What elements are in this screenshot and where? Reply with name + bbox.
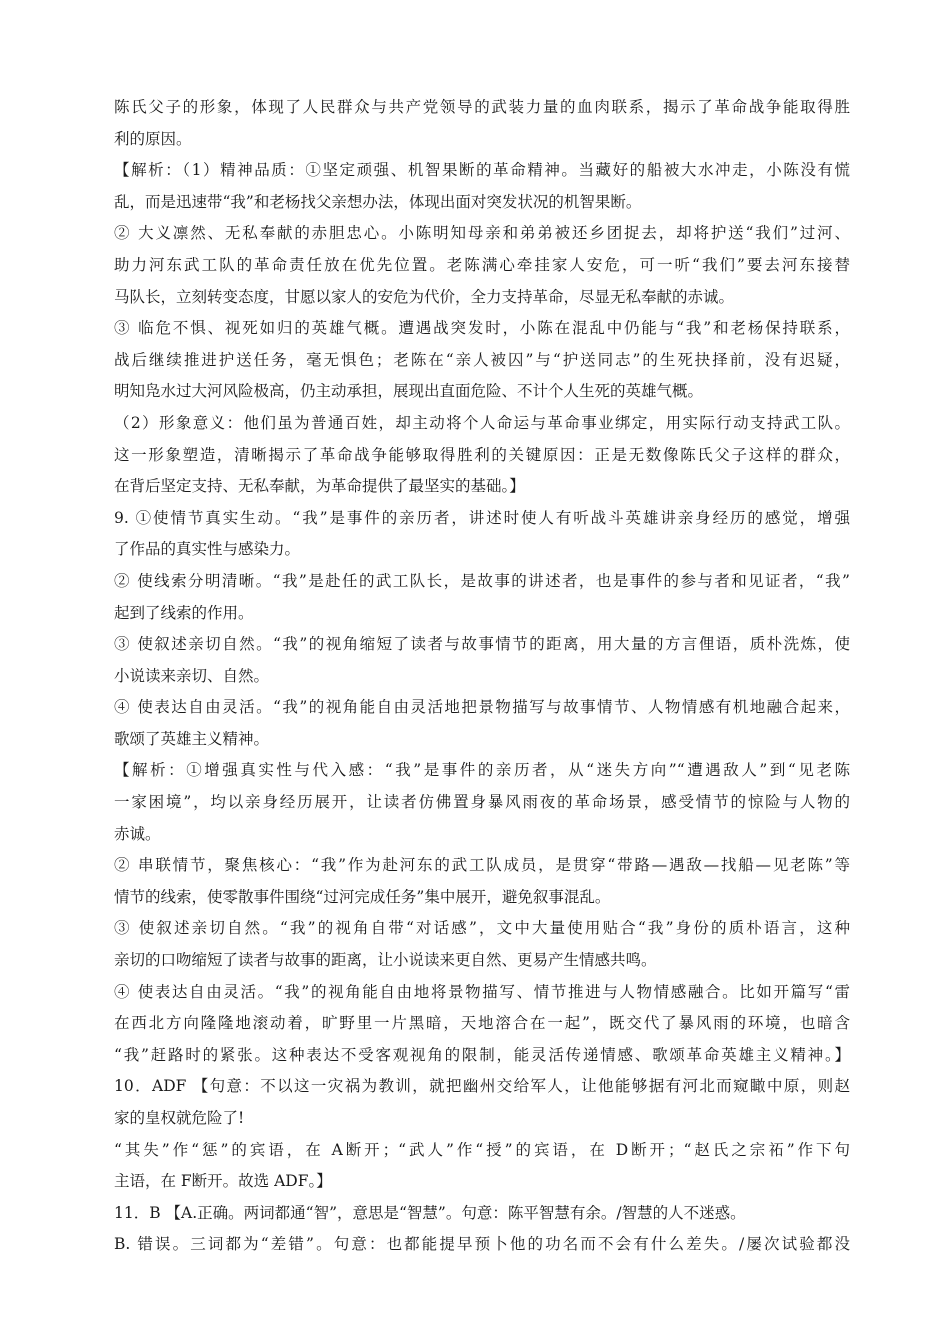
text-line: 一家困境”，均以亲身经历展开，让读者仿佛置身暴风雨夜的革命场景，感受情节的惊险与人物的 bbox=[114, 793, 850, 812]
text-line: 赤诚。 bbox=[114, 824, 161, 843]
text-line: 陈氏父子的形象，体现了人民群众与共产党领导的武装力量的血肉联系，揭示了革命战争能取得胜 bbox=[114, 98, 850, 116]
text-line: 11．B 【A.正确。两词都通“智”，意思是“智慧”。句意：陈平智慧有余。/智慧的人不迷惑。 bbox=[114, 1203, 746, 1222]
text-line: 在背后坚定支持、无私奉献，为革命提供了最坚实的基础。】 bbox=[114, 477, 525, 496]
text-line: 情节的线索，使零散事件围绕“过河完成任务”集中展开，避免叙事混乱。 bbox=[114, 887, 611, 906]
text-line: 亲切的口吻缩短了读者与故事的距离，让小说读来更自然、更易产生情感共鸣。 bbox=[114, 951, 657, 970]
text-line: ② 串联情节，聚焦核心：“我”作为赴河东的武工队成员，是贯穿“带路—遇敌—找船—见老陈”等 bbox=[114, 856, 850, 875]
text-line: 小说读来亲切、自然。 bbox=[114, 666, 270, 685]
text-line: 【解析：①增强真实性与代入感：“我”是事件的亲历者，从“迷失方向”“遭遇敌人”到“见老陈 bbox=[114, 761, 850, 780]
text-line: 家的皇权就危险了! bbox=[114, 1109, 245, 1127]
text-line: ④ 使表达自由灵活。“我”的视角能自由地将景物描写、情节推进与人物情感融合。比如开篇写“雷 bbox=[114, 982, 850, 1001]
text-line: 10．ADF 【句意：不以这一灾祸为教训，就把幽州交给军人，让他能够据有河北而窥瞰中原，则赵 bbox=[114, 1077, 850, 1096]
text-line: 明知凫水过大河风险极高，仍主动承担，展现出直面危险、不计个人生死的英雄气概。 bbox=[114, 382, 704, 401]
text-line: ③ 临危不惧、视死如归的英雄气概。遭遇战突发时，小陈在混乱中仍能与“我”和老杨保持联系， bbox=[114, 319, 850, 338]
text-line: 在西北方向隆隆地滚动着，旷野里一片黑暗，天地溶合在一起”，既交代了暴风雨的环境，也暗含 bbox=[114, 1014, 850, 1033]
text-line: ② 大义凛然、无私奉献的赤胆忠心。小陈明知母亲和弟弟被还乡团捉去，却将护送“我们”过河、 bbox=[114, 224, 850, 243]
text-line: “其失”作“惩”的宾语，在 A断开；“武人”作“授”的宾语，在 D断开；“赵氏之宗祏”作下句 bbox=[114, 1140, 850, 1159]
text-line: ④ 使表达自由灵活。“我”的视角能自由灵活地把景物描写与故事情节、人物情感有机地融合起来， bbox=[114, 698, 850, 717]
text-line: 主语，在 F断开。故选 ADF。】 bbox=[114, 1172, 332, 1191]
text-line: ② 使线索分明清晰。“我”是赴任的武工队长，是故事的讲述者，也是事件的参与者和见证者，“我” bbox=[114, 571, 850, 590]
text-line: 起到了线索的作用。 bbox=[114, 603, 254, 622]
text-line: 利的原因。 bbox=[114, 129, 192, 148]
text-line: 乱，而是迅速带“我”和老杨找父亲想办法，体现出面对突发状况的机智果断。 bbox=[114, 192, 642, 211]
text-line: 这一形象塑造，清晰揭示了革命战争能够取得胜利的关键原因：正是无数像陈氏父子这样的群众， bbox=[114, 445, 850, 464]
text-line: 歌颂了英雄主义精神。 bbox=[114, 729, 270, 748]
text-line: 助力河东武工队的革命责任放在优先位置。老陈满心牵挂家人安危，可一听“我们”要去河东接替 bbox=[114, 255, 850, 274]
text-line: 9. ①使情节真实生动。“我”是事件的亲历者，讲述时使人有听战斗英雄讲亲身经历的感觉，增强 bbox=[114, 508, 850, 527]
text-line: 马队长，立刻转变态度，甘愿以家人的安危为代价，全力支持革命，尽显无私奉献的赤诚。 bbox=[114, 287, 735, 306]
text-line: B. 错误。三词都为“差错”。句意：也都能提早预卜他的功名而不会有什么差失。/屡次试验都没 bbox=[114, 1235, 850, 1254]
text-line: 【解析：（1）精神品质：①坚定顽强、机智果断的革命精神。当藏好的船被大水冲走，小陈没有慌 bbox=[114, 161, 850, 180]
text-line: 了作品的真实性与感染力。 bbox=[114, 540, 301, 559]
text-line: 战后继续推进护送任务，毫无惧色；老陈在“亲人被囚”与“护送同志”的生死抉择前，没有迟疑， bbox=[114, 350, 850, 369]
text-line: （2）形象意义：他们虽为普通百姓，却主动将个人命运与革命事业绑定，用实际行动支持武工队。 bbox=[114, 413, 850, 432]
text-line: ③ 使叙述亲切自然。“我”的视角自带“对话感”，文中大量使用贴合“我”身份的质朴语言，这种 bbox=[114, 919, 850, 938]
answer-text-block bbox=[114, 92, 850, 1261]
text-line: ③ 使叙述亲切自然。“我”的视角缩短了读者与故事情节的距离，用大量的方言俚语，质朴洗炼，使 bbox=[114, 635, 850, 654]
text-line: “我”赶路时的紧张。这种表达不受客观视角的限制，能灵活传递情感、歌颂革命英雄主义精神。】 bbox=[114, 1045, 850, 1064]
